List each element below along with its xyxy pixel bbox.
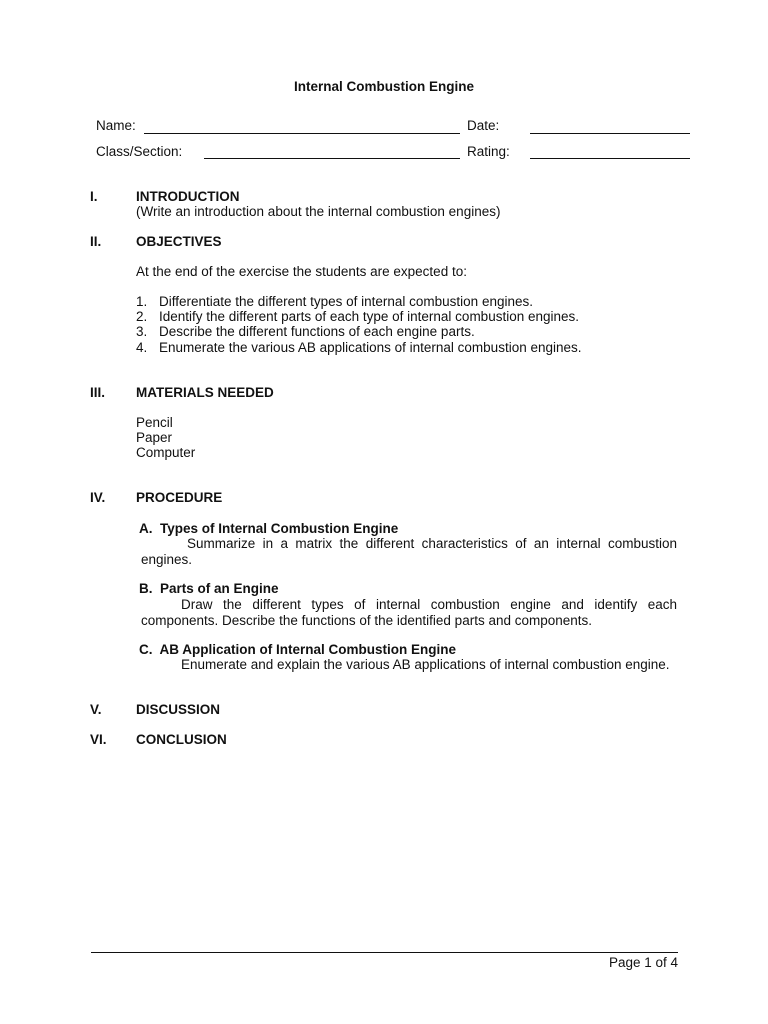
objective-text: Identify the different parts of each type of internal combustion engines. (159, 309, 580, 324)
procedure-step-text: Summarize in a matrix the different characteristics of an internal combustion engines. (141, 536, 677, 567)
class-section-label: Class/Section: (96, 144, 183, 159)
section-heading-discussion: DISCUSSION (136, 702, 221, 717)
footer-rule (91, 952, 678, 953)
section-number-objectives: II. (90, 234, 102, 249)
section-heading-conclusion: CONCLUSION (136, 732, 227, 747)
section-heading-materials: MATERIALS NEEDED (136, 385, 274, 400)
objective-text: Enumerate the various AB applications of internal combustion engines. (159, 340, 582, 355)
objective-number: 3. (136, 324, 148, 339)
objective-number: 4. (136, 340, 148, 355)
page-number: Page 1 of 4 (608, 955, 678, 970)
objective-text: Describe the different functions of each engine parts. (159, 324, 475, 339)
section-number-conclusion: VI. (90, 732, 107, 747)
procedure-step-text: Enumerate and explain the various AB applications of internal combustion engine. (181, 657, 670, 672)
date-label: Date: (467, 118, 500, 133)
procedure-step-text: Draw the different types of internal combustion engine and identify each components. Describe the functions of the identified parts and components. (141, 597, 677, 628)
page-title: Internal Combustion Engine (293, 79, 474, 94)
name-label: Name: (96, 118, 136, 133)
section-number-discussion: V. (90, 702, 102, 717)
section-number-intro: I. (90, 189, 98, 204)
date-field-line[interactable] (530, 133, 690, 134)
procedure-step-label: B. Parts of an Engine (139, 581, 279, 596)
section-heading-objectives: OBJECTIVES (136, 234, 222, 249)
section-heading-intro: INTRODUCTION (136, 189, 240, 204)
material-item: Pencil (136, 415, 173, 430)
material-item: Paper (136, 430, 173, 445)
objective-number: 2. (136, 309, 148, 324)
objectives-lead: At the end of the exercise the students are expected to: (136, 264, 467, 279)
section-number-procedure: IV. (90, 490, 106, 505)
section-heading-procedure: PROCEDURE (136, 490, 223, 505)
material-item: Computer (136, 445, 196, 460)
procedure-step-label: A. Types of Internal Combustion Engine (139, 521, 399, 536)
rating-field-line[interactable] (530, 158, 690, 159)
objective-text: Differentiate the different types of internal combustion engines. (159, 294, 533, 309)
rating-label: Rating: (467, 144, 510, 159)
objective-number: 1. (136, 294, 148, 309)
section-number-materials: III. (90, 385, 106, 400)
procedure-step-label: C. AB Application of Internal Combustion Engine (139, 642, 456, 657)
intro-text: (Write an introduction about the internal combustion engines) (136, 204, 501, 219)
class-section-field-line[interactable] (204, 158, 460, 159)
name-field-line[interactable] (144, 133, 460, 134)
